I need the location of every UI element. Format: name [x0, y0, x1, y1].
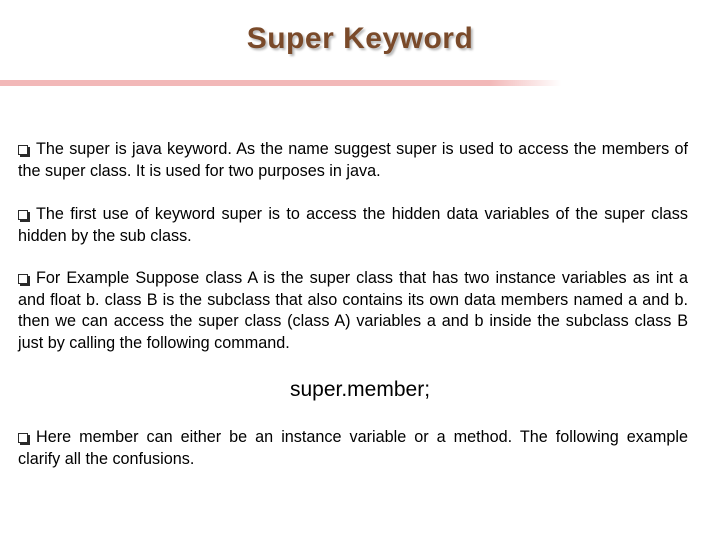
paragraph-1: [18, 139, 688, 182]
square-bullet-icon: [18, 210, 28, 220]
paragraph-1-text: The super is java keyword. As the name suggest super is used to access the members of the super class. It is used for two purposes in java.: [18, 140, 688, 180]
paragraph-4-text: Here member can either be an instance variable or a method. The following example clarify all the confusions.: [18, 428, 688, 468]
paragraph-4: [18, 427, 688, 470]
paragraph-3: [18, 268, 688, 355]
title-underline: [0, 80, 720, 86]
paragraph-2: [18, 204, 688, 247]
paragraph-2-text: The first use of keyword super is to access the hidden data variables of the super class hidden by the sub class.: [18, 205, 688, 245]
paragraph-3-text: For Example Suppose class A is the super class that has two instance variables as int a and float b. class B is the subclass that also contains its own data members named a and b. then we can access the super class (class A) variables a and b inside the subclass class B just by calling the following command.: [18, 269, 688, 353]
square-bullet-icon: [18, 145, 28, 155]
square-bullet-icon: [18, 274, 28, 284]
square-bullet-icon: [18, 433, 28, 443]
code-snippet: super.member;: [289, 378, 431, 401]
slide-title: Super Keyword: [246, 22, 474, 55]
